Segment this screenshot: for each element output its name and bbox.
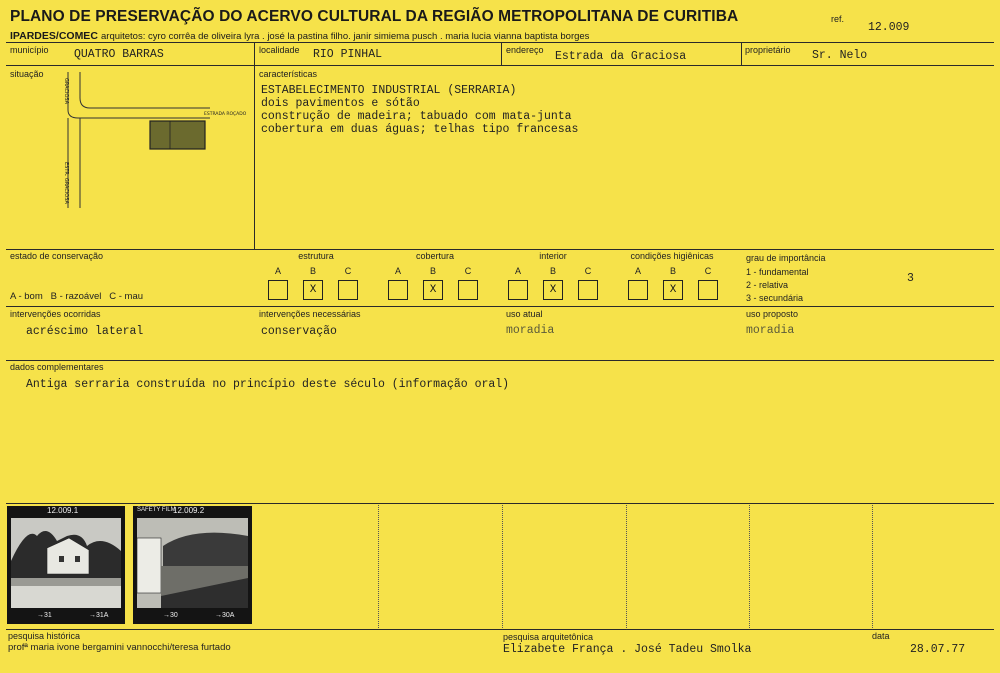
divider — [378, 505, 379, 628]
conservacao-col-label: A — [514, 266, 521, 276]
conservacao-checkbox[interactable] — [628, 280, 648, 300]
conservacao-checkbox[interactable] — [458, 280, 478, 300]
conservacao-col-label: A — [274, 266, 281, 276]
uso-proposto-label: uso proposto — [746, 309, 799, 319]
conservacao-col-label: C — [584, 266, 592, 276]
photo-2 — [133, 506, 252, 624]
divider — [254, 42, 255, 65]
dados-label: dados complementares — [10, 362, 104, 372]
endereco-label: endereço — [506, 45, 544, 55]
conservacao-checkbox[interactable] — [578, 280, 598, 300]
frame-number: →31A — [89, 612, 109, 619]
caracteristicas-line: ESTABELECIMENTO INDUSTRIAL (SERRARIA) — [261, 84, 517, 97]
frame-number: →31 — [37, 612, 52, 619]
conservacao-checkbox[interactable] — [268, 280, 288, 300]
conservacao-checkbox[interactable]: X — [423, 280, 443, 300]
proprietario-label: proprietário — [745, 45, 791, 55]
caracteristicas-line: dois pavimentos e sótão — [261, 97, 420, 110]
divider — [254, 65, 255, 249]
conservacao-checkbox[interactable]: X — [303, 280, 323, 300]
divider — [6, 629, 994, 630]
conservacao-checkbox[interactable] — [388, 280, 408, 300]
divider — [872, 505, 873, 628]
conservacao-legend: A - bom B - razoável C - mau — [10, 291, 144, 302]
film-label: SAFETY FILM — [137, 507, 176, 513]
sawmill-photo-image — [133, 506, 252, 624]
divider — [6, 249, 994, 250]
endereco-value: Estrada da Graciosa — [555, 50, 687, 63]
pesquisa-historica-label: pesquisa histórica — [8, 631, 81, 641]
importancia-option: 3 - secundária — [746, 293, 804, 303]
frame-number: →30A — [215, 612, 235, 619]
photo-ref: 12.009.2 — [173, 506, 205, 515]
ref-value: 12.009 — [868, 21, 910, 34]
conservacao-group-label: condições higiênicas — [630, 251, 714, 261]
municipio-value: QUATRO BARRAS — [74, 48, 164, 61]
architects-line: arquitetos: cyro corrêa de oliveira lyra . josé la pastina filho. janir simiema pusch . maria lucia vianna baptista borges — [101, 31, 590, 42]
conservacao-col-label: B — [309, 266, 316, 276]
municipio-label: município — [10, 45, 49, 55]
conservacao-col-label: B — [669, 266, 676, 276]
form-title: PLANO DE PRESERVAÇÃO DO ACERVO CULTURAL DA REGIÃO METROPOLITANA DE CURITIBA — [10, 8, 739, 25]
conservacao-checkbox[interactable] — [508, 280, 528, 300]
conservacao-checkbox[interactable] — [338, 280, 358, 300]
photo-1 — [7, 506, 125, 624]
uso-atual-value: moradia — [506, 324, 555, 337]
site-map-sketch — [60, 70, 250, 210]
conservacao-group-label: cobertura — [415, 251, 455, 261]
localidade-label: localidade — [259, 45, 300, 55]
photo-ref: 12.009.1 — [47, 506, 79, 515]
conservacao-checkbox[interactable]: X — [663, 280, 683, 300]
importancia-value: 3 — [907, 272, 914, 285]
frame-number: →30 — [163, 612, 178, 619]
localidade-value: RIO PINHAL — [313, 48, 383, 61]
conservacao-col-label: B — [429, 266, 436, 276]
conservacao-col-label: C — [704, 266, 712, 276]
conservacao-label: estado de conservação — [10, 251, 104, 261]
uso-proposto-value: moradia — [746, 324, 795, 337]
necessarias-value: conservação — [261, 325, 337, 338]
importancia-option: 1 - fundamental — [746, 267, 809, 277]
conservacao-col-label: C — [344, 266, 352, 276]
pesquisa-arq-label: pesquisa arquitetônica — [503, 632, 594, 642]
divider — [6, 360, 994, 361]
divider — [741, 42, 742, 65]
proprietario-value: Sr. Nelo — [812, 49, 868, 62]
data-value: 28.07.77 — [910, 643, 966, 656]
conservacao-group-label: estrutura — [298, 251, 334, 261]
situacao-label: situação — [10, 69, 44, 79]
conservacao-group-label: interior — [539, 251, 567, 261]
conservacao-col-label: A — [394, 266, 401, 276]
data-label: data — [872, 631, 890, 641]
ocorridas-label: intervenções ocorridas — [10, 309, 101, 319]
dados-value: Antiga serraria construída no princípio deste século (informação oral) — [26, 378, 510, 391]
caracteristicas-line: cobertura em duas águas; telhas tipo francesas — [261, 123, 579, 136]
divider — [6, 306, 994, 307]
conservacao-checkbox[interactable]: X — [543, 280, 563, 300]
house-photo-image — [7, 506, 125, 624]
pesquisa-arq-value: Elizabete França . José Tadeu Smolka — [503, 643, 752, 656]
caracteristicas-line: construção de madeira; tabuado com mata-junta — [261, 110, 572, 123]
conservacao-col-label: B — [549, 266, 556, 276]
importancia-label: grau de importância — [746, 253, 826, 263]
divider — [6, 42, 994, 43]
org-label: IPARDES/COMEC — [10, 30, 98, 42]
divider — [6, 503, 994, 504]
pesquisa-historica-value: profª maria ivone bergamini vannocchi/teresa furtado — [8, 642, 231, 653]
uso-atual-label: uso atual — [506, 309, 543, 319]
caracteristicas-label: características — [259, 69, 318, 79]
ocorridas-value: acréscimo lateral — [26, 325, 144, 338]
map-label-road: ESTR. GRACIOSA — [63, 162, 69, 204]
divider — [502, 505, 503, 628]
ref-label: ref. — [831, 14, 845, 24]
conservacao-col-label: A — [634, 266, 641, 276]
conservacao-checkbox[interactable] — [698, 280, 718, 300]
conservacao-col-label: C — [464, 266, 472, 276]
divider — [501, 42, 502, 65]
divider — [6, 65, 994, 66]
map-label-road: GRACIOSA — [63, 78, 69, 105]
divider — [749, 505, 750, 628]
map-label-road: ESTRADA ROÇADO — [204, 112, 247, 117]
importancia-option: 2 - relativa — [746, 280, 789, 290]
necessarias-label: intervenções necessárias — [259, 309, 361, 319]
divider — [626, 505, 627, 628]
